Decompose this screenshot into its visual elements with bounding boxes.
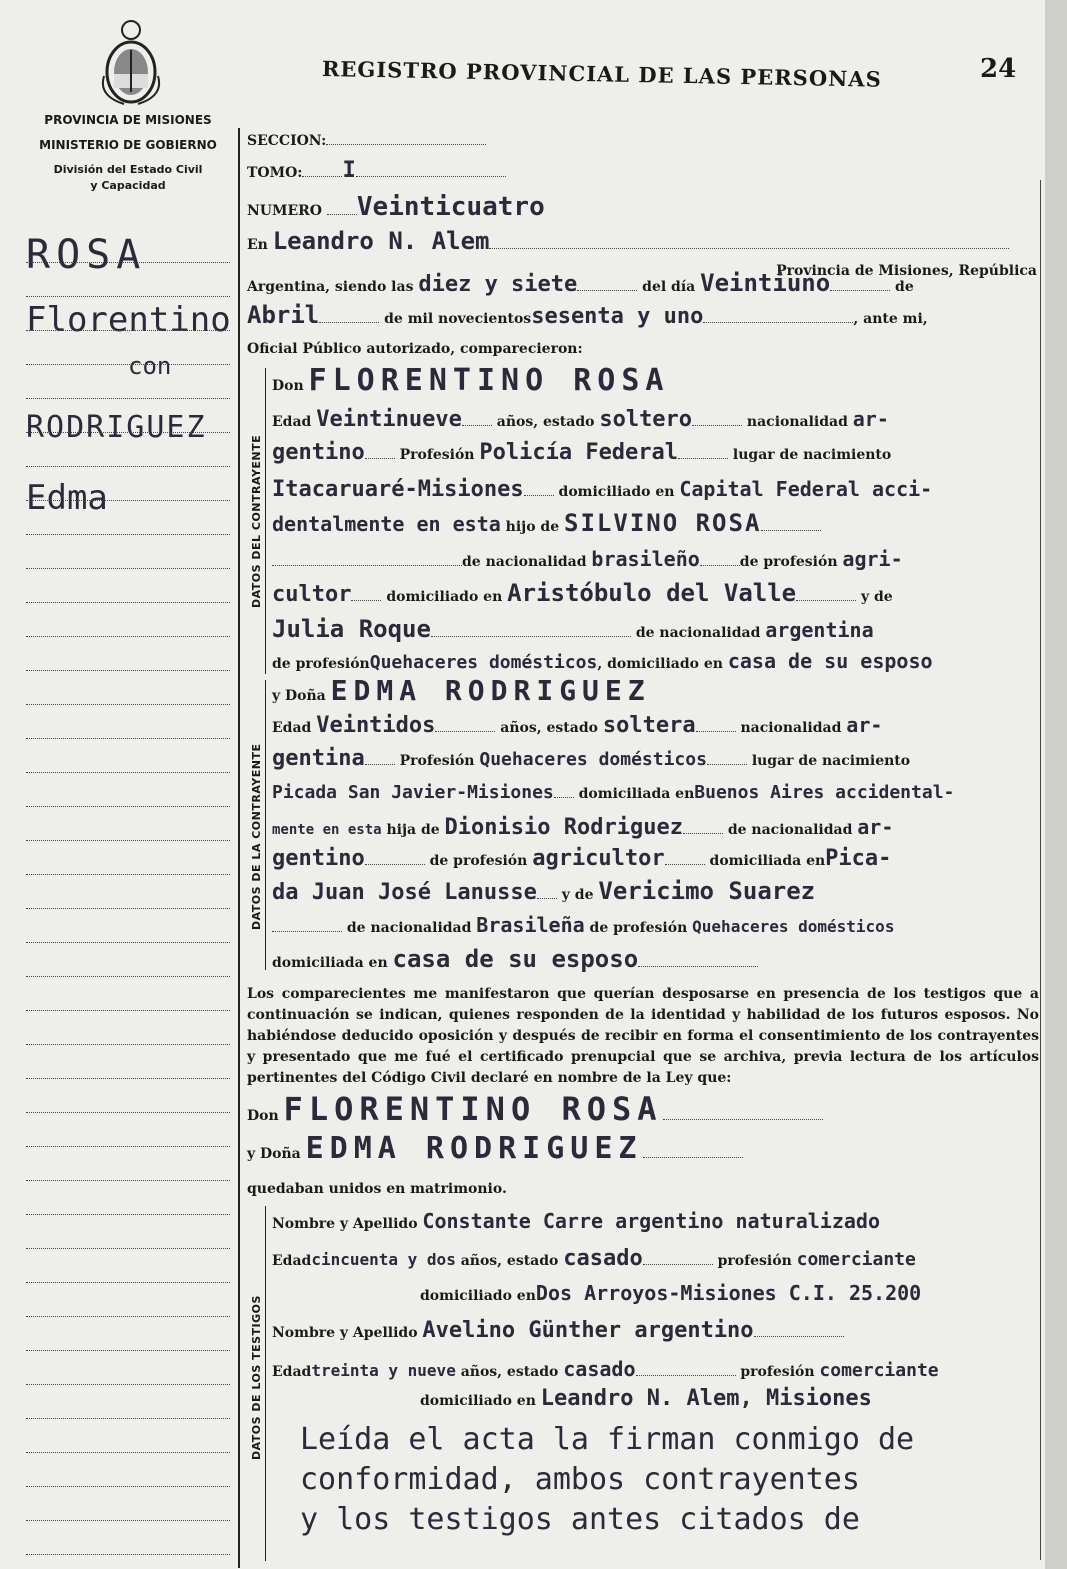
document-title: REGISTRO PROVINCIAL DE LAS PERSONAS bbox=[321, 56, 883, 92]
anio-value: sesenta y uno bbox=[531, 304, 704, 329]
margin-ruled-line bbox=[26, 1452, 230, 1453]
margin-divider bbox=[238, 128, 240, 1568]
margin-ruled-line bbox=[26, 840, 230, 841]
margin-ruled-line bbox=[26, 364, 230, 365]
bride-padre-nac-label: de nacionalidad bbox=[727, 822, 853, 838]
w1-edad-label: Edad bbox=[272, 1253, 312, 1269]
bride-padre: Dionisio Rodriguez bbox=[444, 815, 683, 840]
national-coat-of-arms-icon bbox=[96, 16, 166, 108]
groom-profesion: Policía Federal bbox=[479, 440, 679, 465]
bride-padre-nac-2: gentino bbox=[272, 846, 365, 871]
groom-nac-label: nacionalidad bbox=[746, 414, 848, 430]
margin-ruled-line bbox=[26, 942, 230, 943]
margin-ruled-line bbox=[26, 1010, 230, 1011]
margin-ruled-line bbox=[26, 1316, 230, 1317]
groom-madre-prof: Quehaceres domésticos bbox=[369, 652, 598, 673]
margin-ruled-line bbox=[26, 1350, 230, 1351]
bride-hija-label: hija de bbox=[386, 822, 440, 838]
numero-value: Veinticuatro bbox=[356, 192, 545, 222]
w2-nombre-label: Nombre y Apellido bbox=[272, 1325, 418, 1341]
margin-ruled-line bbox=[26, 704, 230, 705]
bride-padre-dom-1: Pica- bbox=[825, 846, 892, 871]
closing-line-1: Leída el acta la firman conmigo de bbox=[300, 1422, 915, 1457]
union-don-label: Don bbox=[247, 1108, 279, 1124]
groom-don-label: Don bbox=[272, 378, 304, 394]
groom-hijo-label: hijo de bbox=[505, 519, 560, 535]
en-label: En bbox=[247, 237, 268, 253]
margin-ruled-line bbox=[26, 262, 230, 263]
bride-lugar-nac: Picada San Javier-Misiones bbox=[272, 782, 554, 803]
margin-ruled-line bbox=[26, 432, 230, 433]
w2-domicilio: Leandro N. Alem, Misiones bbox=[540, 1386, 872, 1411]
groom-nac-1: ar- bbox=[852, 407, 889, 431]
w2-estado: casado bbox=[563, 1357, 636, 1381]
margin-ruled-line bbox=[26, 976, 230, 977]
bride-anos-label: años, estado bbox=[500, 720, 598, 736]
margin-ruled-line bbox=[26, 670, 230, 671]
margin-ruled-line bbox=[26, 1486, 230, 1487]
w2-profesion: comerciante bbox=[819, 1360, 939, 1381]
groom-nac-2: gentino bbox=[272, 440, 365, 465]
bride-madre-prof: Quehaceres domésticos bbox=[692, 917, 895, 936]
province-name: PROVINCIA DE MISIONES bbox=[44, 113, 212, 127]
bride-padre-prof: agricultor bbox=[532, 846, 665, 871]
union-dona-name: EDMA RODRIGUEZ bbox=[305, 1131, 643, 1166]
w1-domicilio: Dos Arroyos-Misiones C.I. 25.200 bbox=[535, 1281, 922, 1305]
groom-edad: Veintinueve bbox=[316, 407, 462, 432]
margin-ruled-line bbox=[26, 1044, 230, 1045]
groom-y-de-label: y de bbox=[861, 589, 893, 605]
groom-prof-label: Profesión bbox=[399, 447, 475, 463]
groom-madre: Julia Roque bbox=[272, 615, 431, 643]
margin-given-2: Edma bbox=[26, 478, 108, 518]
ante-mi-label: , ante mi, bbox=[853, 311, 928, 327]
groom-madre-prof-label: de profesión bbox=[272, 656, 370, 672]
groom-dom-label: domiciliado en bbox=[558, 484, 675, 500]
bride-nac-1: ar- bbox=[846, 713, 883, 737]
tomo-value: I bbox=[342, 158, 356, 183]
bride-dom-2: mente en esta bbox=[272, 822, 382, 838]
groom-side-label: DATOS DEL CONTRAYENTE bbox=[250, 434, 263, 608]
mes-value: Abril bbox=[247, 301, 320, 329]
dia-value: Veintiuno bbox=[700, 269, 831, 297]
w1-nombre: Constante Carre argentino naturalizado bbox=[422, 1209, 880, 1233]
provincia-label: Provincia de Misiones, República bbox=[776, 263, 1037, 279]
groom-padre-prof-2: cultor bbox=[272, 582, 352, 607]
ministry-name: MINISTERIO DE GOBIERNO bbox=[39, 138, 217, 152]
margin-ruled-line bbox=[26, 1214, 230, 1215]
margin-ruled-line bbox=[26, 398, 230, 399]
margin-ruled-line bbox=[26, 1180, 230, 1181]
closing-line-3: y los testigos antes citados de bbox=[300, 1502, 860, 1537]
lugar-value: Leandro N. Alem bbox=[272, 227, 490, 255]
margin-ruled-line bbox=[26, 1282, 230, 1283]
w1-dom-label: domiciliado en bbox=[420, 1288, 536, 1304]
w2-edad-label: Edad bbox=[272, 1364, 312, 1380]
groom-lugar-label: lugar de nacimiento bbox=[732, 447, 892, 463]
bride-nac-label: nacionalidad bbox=[740, 720, 842, 736]
division-line-1: División del Estado Civil bbox=[53, 163, 203, 176]
witness-block-border bbox=[265, 1206, 266, 1561]
tomo-label: TOMO: bbox=[247, 165, 303, 181]
del-dia-label: del día bbox=[642, 279, 696, 295]
bride-madre-dom: casa de su esposo bbox=[392, 945, 639, 973]
bride-dom-label: domiciliada en bbox=[578, 786, 695, 802]
groom-madre-nac-label: de nacionalidad bbox=[635, 625, 761, 641]
hora-value: diez y siete bbox=[418, 272, 578, 297]
bride-padre-prof-label: de profesión bbox=[429, 853, 528, 869]
argentina-label: Argentina, siendo las bbox=[247, 279, 414, 295]
bride-madre: Vericimo Suarez bbox=[598, 877, 816, 905]
bride-padre-nac-1: ar- bbox=[857, 815, 894, 839]
margin-ruled-line bbox=[26, 602, 230, 603]
w1-nombre-label: Nombre y Apellido bbox=[272, 1216, 418, 1232]
margin-ruled-line bbox=[26, 1384, 230, 1385]
w1-prof-label: profesión bbox=[717, 1253, 792, 1269]
closing-line-2: conformidad, ambos contrayentes bbox=[300, 1462, 860, 1497]
bride-side-label: DATOS DE LA CONTRAYENTE bbox=[250, 743, 263, 930]
bride-profesion: Quehaceres domésticos bbox=[479, 749, 707, 770]
bride-padre-dom-label: domiciliada en bbox=[709, 853, 826, 869]
margin-ruled-line bbox=[26, 1554, 230, 1555]
form-right-border bbox=[1040, 180, 1041, 1560]
margin-ruled-line bbox=[26, 806, 230, 807]
bride-block-border bbox=[265, 680, 266, 970]
margin-connector: con bbox=[128, 352, 172, 380]
groom-padre-prof-1: agri- bbox=[842, 547, 903, 571]
margin-ruled-line bbox=[26, 296, 230, 297]
bride-edad: Veintidos bbox=[316, 713, 436, 738]
union-dona-label: y Doña bbox=[247, 1146, 301, 1162]
bride-dom-1: Buenos Aires accidental- bbox=[694, 782, 955, 803]
groom-padre-prof-label: de profesión bbox=[739, 554, 838, 570]
margin-ruled-line bbox=[26, 466, 230, 467]
de-label: de bbox=[895, 279, 914, 295]
division-line-2: y Capacidad bbox=[90, 179, 166, 192]
bride-padre-dom-2: da Juan José Lanusse bbox=[272, 880, 537, 905]
w1-anos-label: años, estado bbox=[460, 1253, 559, 1269]
margin-ruled-line bbox=[26, 1520, 230, 1521]
groom-block-border bbox=[265, 368, 266, 674]
page-edge bbox=[1045, 0, 1067, 1569]
groom-lugar-nac: Itacaruaré-Misiones bbox=[272, 477, 524, 502]
groom-madre-dom: casa de su esposo bbox=[727, 649, 933, 673]
bride-nac-2: gentina bbox=[272, 746, 365, 771]
margin-ruled-line bbox=[26, 568, 230, 569]
margin-ruled-line bbox=[26, 1418, 230, 1419]
bride-madre-nac: Brasileña bbox=[476, 913, 585, 937]
groom-madre-nac: argentina bbox=[765, 618, 874, 642]
margin-given-1: Florentino bbox=[26, 300, 231, 340]
margin-ruled-line bbox=[26, 908, 230, 909]
margin-ruled-line bbox=[26, 1146, 230, 1147]
margin-ruled-line bbox=[26, 636, 230, 637]
bride-lugar-label: lugar de nacimiento bbox=[751, 753, 911, 769]
folio-number: 24 bbox=[980, 54, 1017, 84]
w2-prof-label: profesión bbox=[740, 1364, 815, 1380]
w2-anos-label: años, estado bbox=[460, 1364, 559, 1380]
margin-ruled-line bbox=[26, 1248, 230, 1249]
groom-padre-nac: brasileño bbox=[591, 547, 700, 571]
groom-dom-2: dentalmente en esta bbox=[272, 512, 501, 536]
groom-anos-label: años, estado bbox=[496, 414, 595, 430]
de-mil-label: de mil novecientos bbox=[384, 311, 532, 327]
w1-estado: casado bbox=[563, 1246, 643, 1271]
margin-surname-1: ROSA bbox=[26, 232, 147, 278]
union-don-name: FLORENTINO ROSA bbox=[283, 1090, 663, 1128]
margin-ruled-line bbox=[26, 1112, 230, 1113]
seccion-label: SECCION: bbox=[247, 133, 327, 149]
groom-dom-1: Capital Federal acci- bbox=[679, 477, 933, 501]
bride-madre-prof-label: de profesión bbox=[589, 920, 688, 936]
margin-ruled-line bbox=[26, 1078, 230, 1079]
groom-padre-dom-label: domiciliado en bbox=[386, 589, 503, 605]
margin-ruled-line bbox=[26, 772, 230, 773]
bride-prof-label: Profesión bbox=[399, 753, 475, 769]
margin-ruled-line bbox=[26, 874, 230, 875]
numero-label: NUMERO bbox=[247, 203, 323, 219]
bride-estado: soltera bbox=[602, 713, 696, 738]
w2-edad: treinta y nueve bbox=[311, 1361, 456, 1380]
groom-madre-dom-label: domiciliado en bbox=[607, 656, 723, 672]
groom-estado: soltero bbox=[599, 407, 693, 432]
quedaban-label: quedaban unidos en matrimonio. bbox=[247, 1181, 507, 1197]
groom-edad-label: Edad bbox=[272, 414, 312, 430]
margin-surname-2: RODRIGUEZ bbox=[26, 410, 207, 445]
bride-y-de-label: y de bbox=[561, 887, 594, 903]
witness-side-label: DATOS DE LOS TESTIGOS bbox=[250, 1295, 263, 1460]
bride-madre-dom-label: domiciliada en bbox=[272, 955, 388, 971]
w1-profesion: comerciante bbox=[796, 1249, 916, 1270]
declaration-paragraph: Los comparecientes me manifestaron que querían desposarse en presencia de los testigos que a continuación se indican, quienes responden de la identidad y habilidad de los futuros esposos. No habiéndose deducido oposición y después de recibir en forma el consentimiento de los contrayentes y presentado que me fué el certificado prenupcial que se archiva, previa lectura de los artículos pertinentes del Código Civil declaré en nombre de la Ley que: bbox=[247, 986, 1039, 1086]
groom-padre-nac-label: de nacionalidad bbox=[462, 554, 587, 570]
margin-ruled-line bbox=[26, 738, 230, 739]
w2-dom-label: domiciliado en bbox=[420, 1393, 536, 1409]
w2-nombre: Avelino Günther argentino bbox=[422, 1318, 754, 1343]
margin-ruled-line bbox=[26, 500, 230, 501]
groom-padre: SILVINO ROSA bbox=[564, 509, 762, 537]
bride-dona-label: y Doña bbox=[272, 688, 326, 704]
bride-madre-nac-label: de nacionalidad bbox=[346, 920, 472, 936]
groom-padre-dom: Aristóbulo del Valle bbox=[507, 579, 797, 607]
groom-name: FLORENTINO ROSA bbox=[308, 363, 670, 398]
margin-ruled-line bbox=[26, 534, 230, 535]
bride-edad-label: Edad bbox=[272, 720, 312, 736]
margin-ruled-line bbox=[26, 330, 230, 331]
w1-edad: cincuenta y dos bbox=[311, 1250, 456, 1269]
oficial-label: Oficial Público autorizado, comparecieron: bbox=[247, 341, 583, 357]
bride-name: EDMA RODRIGUEZ bbox=[330, 674, 651, 707]
